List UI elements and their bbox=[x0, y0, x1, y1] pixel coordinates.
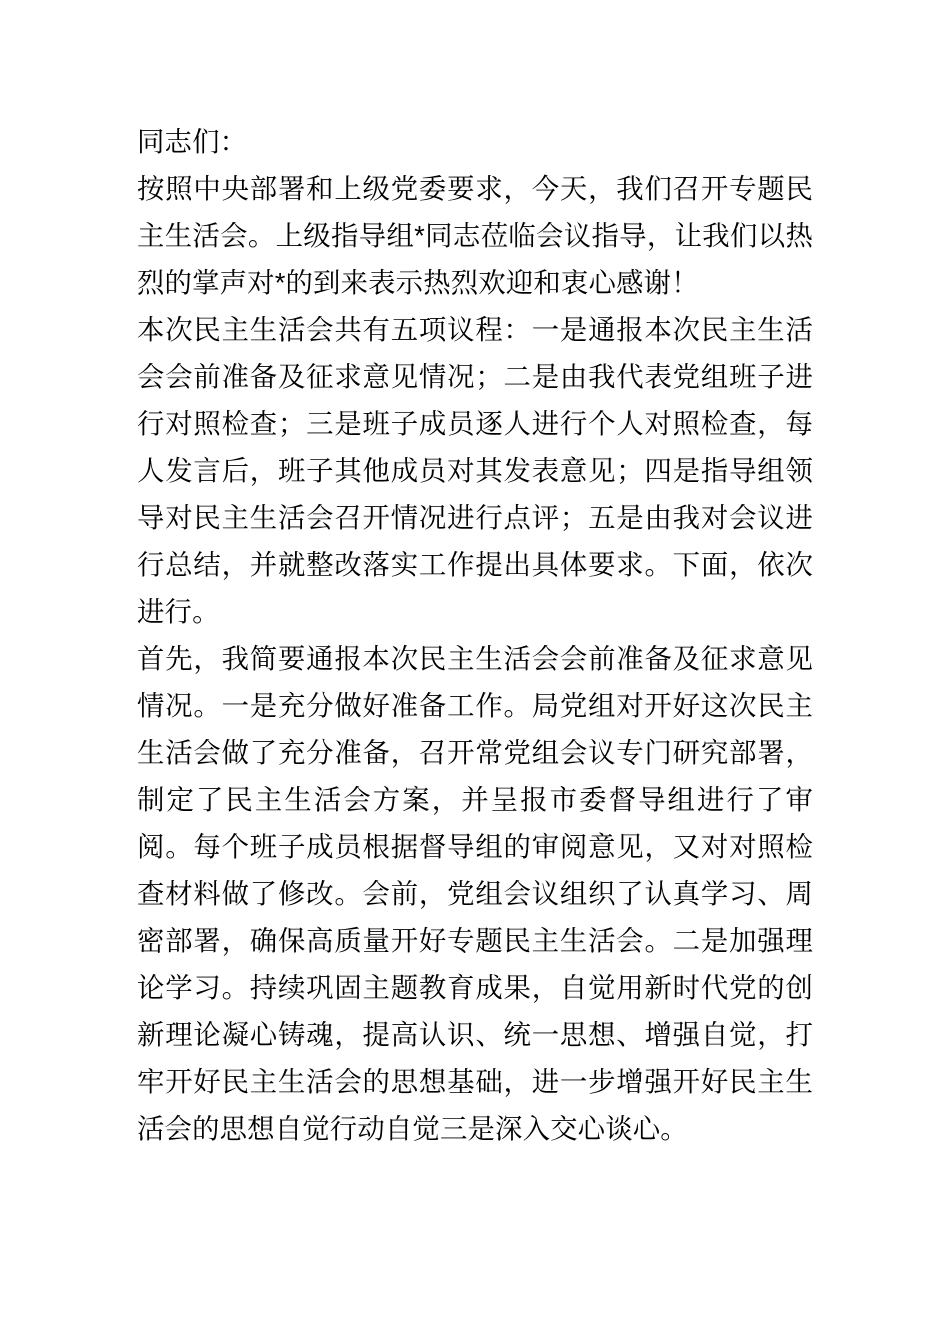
paragraph-preparation-report: 首先，我简要通报本次民主生活会会前准备及征求意见情况。一是充分做好准备工作。局党组对开好这次民主生活会做了充分准备，召开常党组会议专门研究部署，制定了民主生活会方案，并呈报市委督导组进行了审阅。每个班子成员根据督导组的审阅意见，又对对照检查材料做了修改。会前，党组会议组织了认真学习、周密部署，确保高质量开好专题民主生活会。二是加强理论学习。持续巩固主题教育成果，自觉用新时代党的创新理论凝心铸魂，提高认识、统一思想、增强自觉，打牢开好民主生活会的思想基础，进一步增强开好民主生活会的思想自觉行动自觉三是深入交心谈心。 bbox=[137, 643, 813, 1144]
document-body bbox=[137, 118, 813, 1152]
paragraph-agenda-overview: 本次民主生活会共有五项议程：一是通报本次民主生活会会前准备及征求意见情况；二是由我代表党组班子进行对照检查；三是班子成员逐人进行个人对照检查，每人发言后，班子其他成员对其发表意见；四是指导组领导对民主生活会召开情况进行点评；五是由我对会议进行总结，并就整改落实工作提出具体要求。下面，依次进行。 bbox=[137, 314, 813, 627]
paragraph-opening-remarks: 按照中央部署和上级党委要求，今天，我们召开专题民主生活会。上级指导组*同志莅临会议指导，让我们以热烈的掌声对*的到来表示热烈欢迎和衷心感谢！ bbox=[137, 173, 813, 298]
paragraph-salutation: 同志们： bbox=[137, 126, 248, 157]
